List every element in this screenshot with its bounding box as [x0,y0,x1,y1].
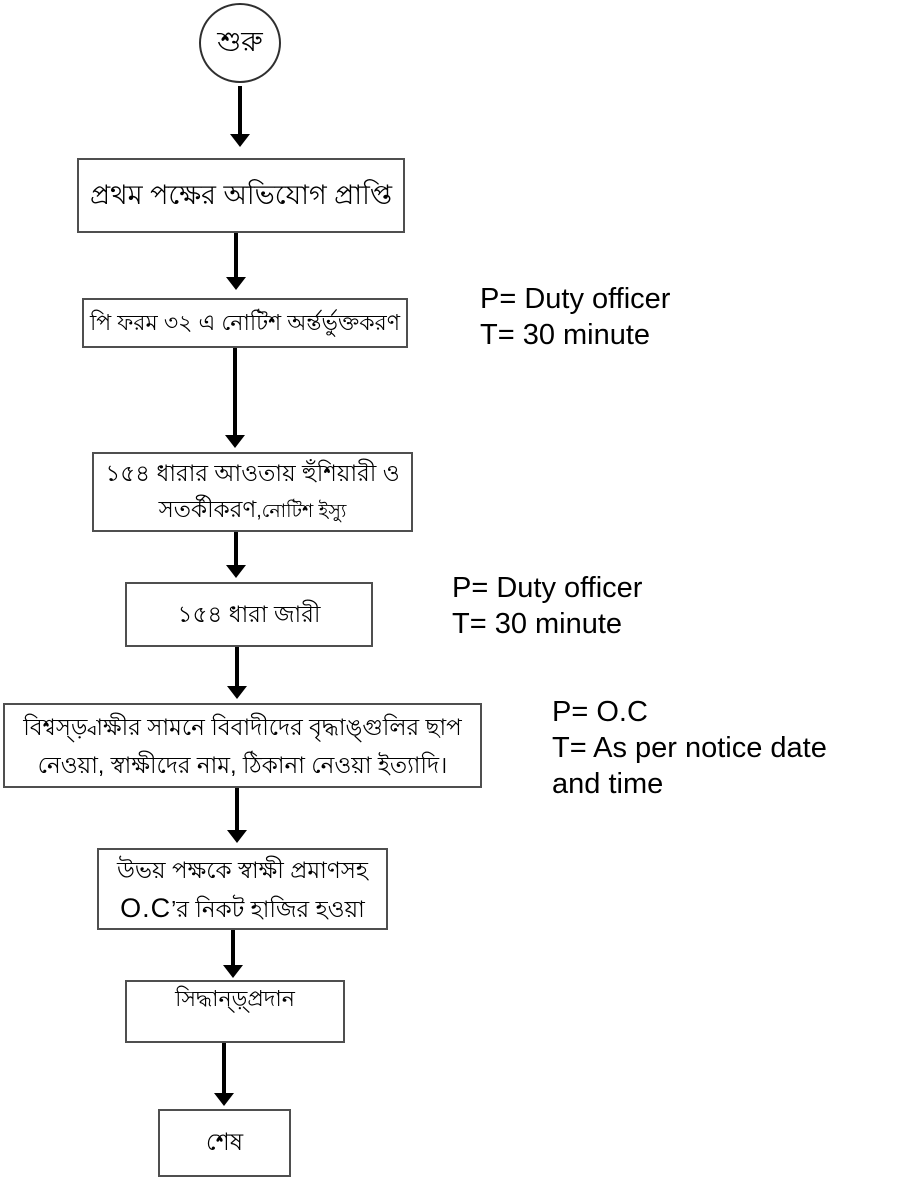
annotation-duty-officer-2 [452,570,642,642]
annotation-line: and time [552,768,664,800]
flow-arrow-7 [231,930,235,965]
node-section-154-issued-label: ১৫৪ ধারা জারী [177,600,321,627]
node-decision-label: সিদ্ধান্ড়্প্রদান [175,986,295,1011]
annotation-oc-notice [552,694,827,802]
annotation-line: T= As per notice date [552,732,827,764]
flow-arrow-8 [222,1043,226,1093]
oc-bengali-text: ’র নিকট হাজির হওয়া [171,895,365,922]
oc-latin-text: O.C [120,892,172,923]
node-section-154-warning-line2 [159,491,347,530]
end-node-label: শেষ [205,1128,244,1156]
node-witness-thumbprint [3,703,482,788]
flow-arrow-4 [234,532,238,565]
annotation-line: T= 30 minute [480,319,651,351]
node-appear-before-oc-line2 [120,889,365,928]
start-node [199,3,281,83]
node-section-154-warning-line1: ১৫৪ ধারার আওতায় হুঁশিয়ারী ও [105,459,400,486]
node-witness-thumbprint-line2: নেওয়া, স্বাক্ষীদের নাম, ঠিকানা নেওয়া ইত্যাদি। [37,751,448,778]
node-section-154-issued [125,582,373,647]
flow-arrow-5 [235,647,239,686]
end-node [158,1109,291,1177]
flow-arrow-3 [233,348,237,435]
node-complaint-received [77,158,405,233]
node-decision [125,980,345,1043]
node-p-form-32 [82,298,408,348]
annotation-line: P= O.C [552,696,648,728]
flow-arrow-1 [238,86,242,134]
flow-arrow-6 [235,788,239,830]
warning-line2-main: সতর্কীকরণ [158,495,257,522]
annotation-line: P= Duty officer [480,283,671,315]
node-witness-thumbprint-line1: বিশ্বস্ড়্বাক্ষীর সামনে বিবাদীদের বৃদ্ধাঙ্গুলির ছাপ [23,713,462,740]
node-section-154-warning [92,452,413,532]
annotation-line: P= Duty officer [452,572,643,604]
start-label: শুরু [217,25,263,57]
node-complaint-received-label: প্রথম পক্ষের অভিযোগ প্রাপ্তি [89,179,393,210]
annotation-line: T= 30 minute [452,608,623,640]
flow-arrow-2 [234,233,238,277]
node-appear-before-oc [97,848,388,930]
node-appear-before-oc-line1: উভয় পক্ষকে স্বাক্ষী প্রমাণসহ [116,856,369,883]
warning-line2-small: ,নোটিশ ইস্যু [256,500,347,522]
annotation-duty-officer-1 [480,281,670,353]
node-p-form-32-label: পি ফরম ৩২ এ নোটিশ অর্ন্তর্ভুক্তকরণ [89,310,401,336]
